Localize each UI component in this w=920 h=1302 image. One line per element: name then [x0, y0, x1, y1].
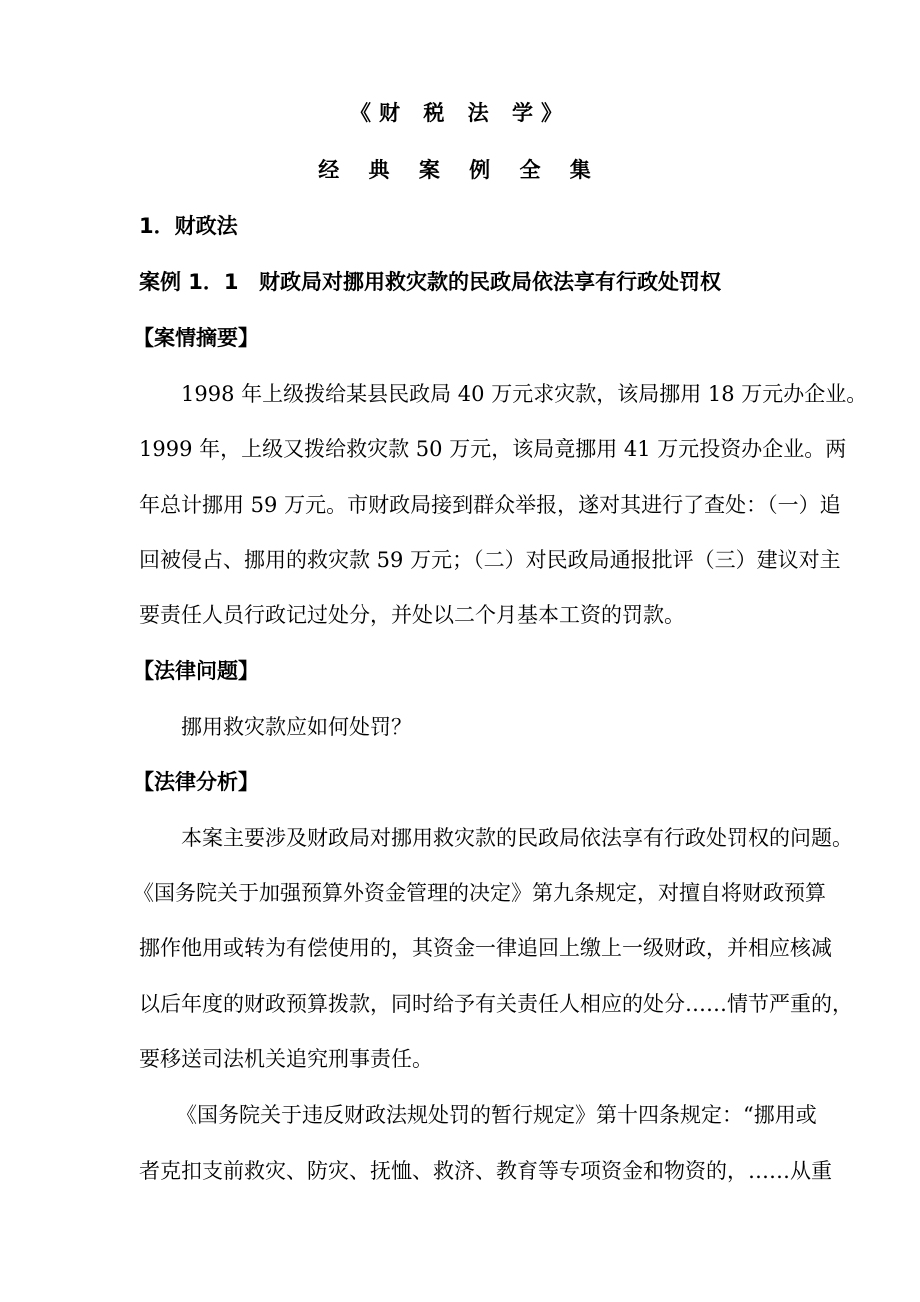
analysis-line: 以后年度的财政预算拨款，同时给予有关责任人相应的处分……情节严重的， [139, 992, 853, 1016]
case-number: 案例 1．1 [139, 270, 239, 294]
analysis-heading: 【法律分析】 [133, 770, 259, 794]
summary-line: 要责任人员行政记过处分，并处以二个月基本工资的罚款。 [139, 603, 685, 627]
case-heading [139, 268, 721, 296]
analysis-line: 要移送司法机关追究刑事责任。 [139, 1047, 433, 1071]
document-subtitle: 经 典 案 例 全 集 [318, 158, 602, 182]
summary-line: 1999 年，上级又拨给救灾款 50 万元，该局竟挪用 41 万元投资办企业。两 [139, 437, 847, 461]
analysis-line: 者克扣支前救灾、防灾、抚恤、救济、教育等专项资金和物资的，……从重 [139, 1159, 832, 1183]
summary-line: 回被侵占、挪用的救灾款 59 万元；（二）对民政局通报批评（三）建议对主 [139, 548, 841, 572]
case-title: 财政局对挪用救灾款的民政局依法享有行政处罚权 [259, 270, 721, 294]
analysis-line: 挪作他用或转为有偿使用的，其资金一律追回上缴上一级财政，并相应核减 [139, 936, 832, 960]
section-heading: 1．财政法 [139, 214, 238, 238]
summary-heading: 【案情摘要】 [133, 326, 259, 350]
analysis-line: 《国务院关于加强预算外资金管理的决定》第九条规定，对擅自将财政预算 [133, 881, 826, 905]
document-title: 《财 税 法 学》 [350, 101, 570, 125]
analysis-line: 本案主要涉及财政局对挪用救灾款的民政局依法享有行政处罚权的问题。 [181, 826, 853, 850]
question-heading: 【法律问题】 [133, 659, 259, 683]
analysis-line: 《国务院关于违反财政法规处罚的暂行规定》第十四条规定：“挪用或 [176, 1103, 817, 1127]
summary-line: 1998 年上级拨给某县民政局 40 万元求灾款，该局挪用 18 万元办企业。 [181, 382, 868, 406]
summary-line: 年总计挪用 59 万元。市财政局接到群众举报，遂对其进行了查处：（一）追 [139, 493, 841, 517]
question-text: 挪用救灾款应如何处罚？ [181, 715, 412, 739]
